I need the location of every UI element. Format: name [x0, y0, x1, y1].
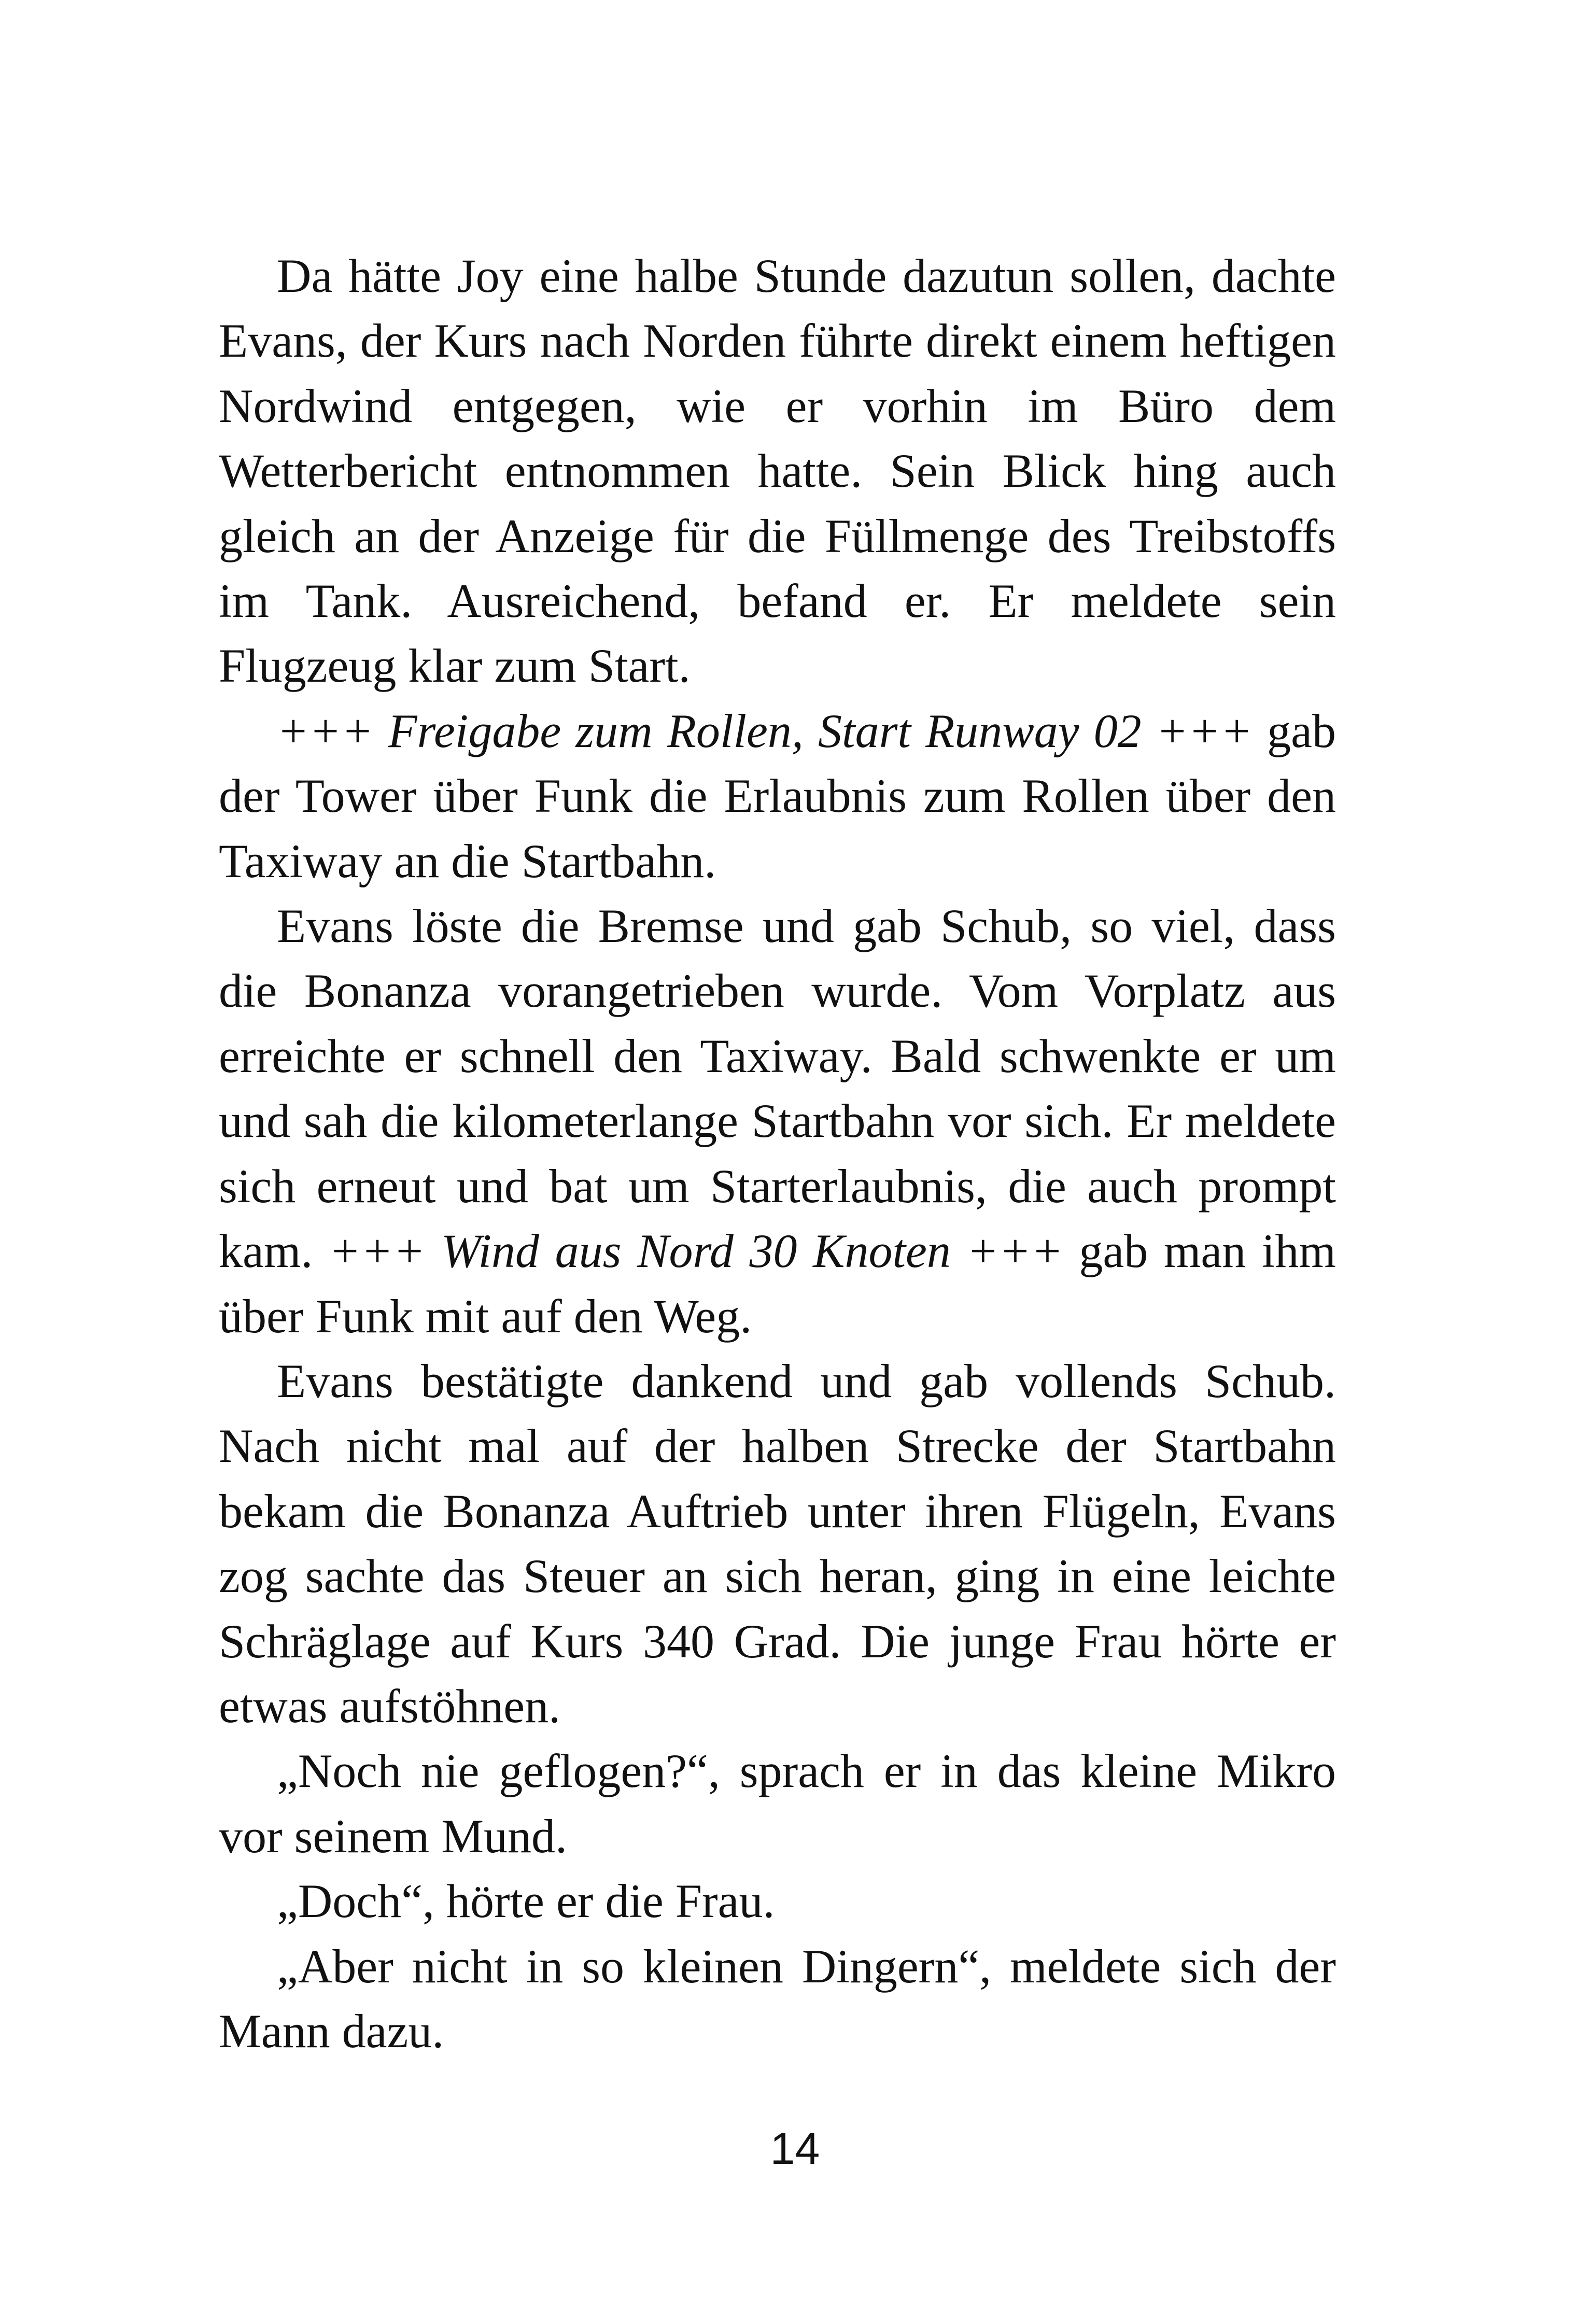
radio-message: +++ Freigabe zum Rollen, Start Runway 02 +++	[277, 704, 1253, 757]
body-text	[219, 244, 1336, 2064]
paragraph: Evans löste die Bremse und gab Schub, so viel, dass die Bonanza vorangetrieben wurde. Vom Vorplatz aus erreichte er schnell den Taxiway. Bald schwenkte er um und sah die kilometerlange Startbahn vor sich. Er meldete sich erneut und bat um Starterlaubnis, die auch prompt kam. +++ Wind aus Nord 30 Knoten +++ gab man ihm über Funk mit auf den Weg.	[219, 899, 1336, 1343]
page-number: 14	[770, 2124, 820, 2174]
paragraph: „Aber nicht in so kleinen Dingern“, meldete sich der Mann dazu.	[219, 1939, 1336, 2058]
paragraph: „Doch“, hörte er die Frau.	[277, 1875, 775, 1928]
paragraph: +++ Freigabe zum Rollen, Start Runway 02 +++ gab der Tower über Funk die Erlaubnis zum Rollen über den Taxiway an die Startbahn.	[219, 704, 1336, 888]
paragraph: „Noch nie geflogen?“, sprach er in das kleine Mikro vor seinem Mund.	[219, 1744, 1336, 1863]
radio-message: +++ Wind aus Nord 30 Knoten +++	[329, 1224, 1063, 1278]
paragraph: Evans bestätigte dankend und gab vollends Schub. Nach nicht mal auf der halben Strecke der Startbahn bekam die Bonanza Auftrieb unter ihren Flügeln, Evans zog sachte das Steuer an sich heran, ging in eine leichte Schräglage auf Kurs 340 Grad. Die junge Frau hörte er etwas aufstöhnen.	[219, 1354, 1336, 1733]
paragraph: Da hätte Joy eine halbe Stunde dazutun sollen, dachte Evans, der Kurs nach Norden führte direkt einem heftigen Nordwind entgegen, wie er vorhin im Büro dem Wetterbericht entnommen hatte. Sein Blick hing auch gleich an der Anzeige für die Füllmenge des Treibstoffs im Tank. Ausreichend, befand er. Er meldete sein Flugzeug klar zum Start.	[219, 249, 1336, 693]
